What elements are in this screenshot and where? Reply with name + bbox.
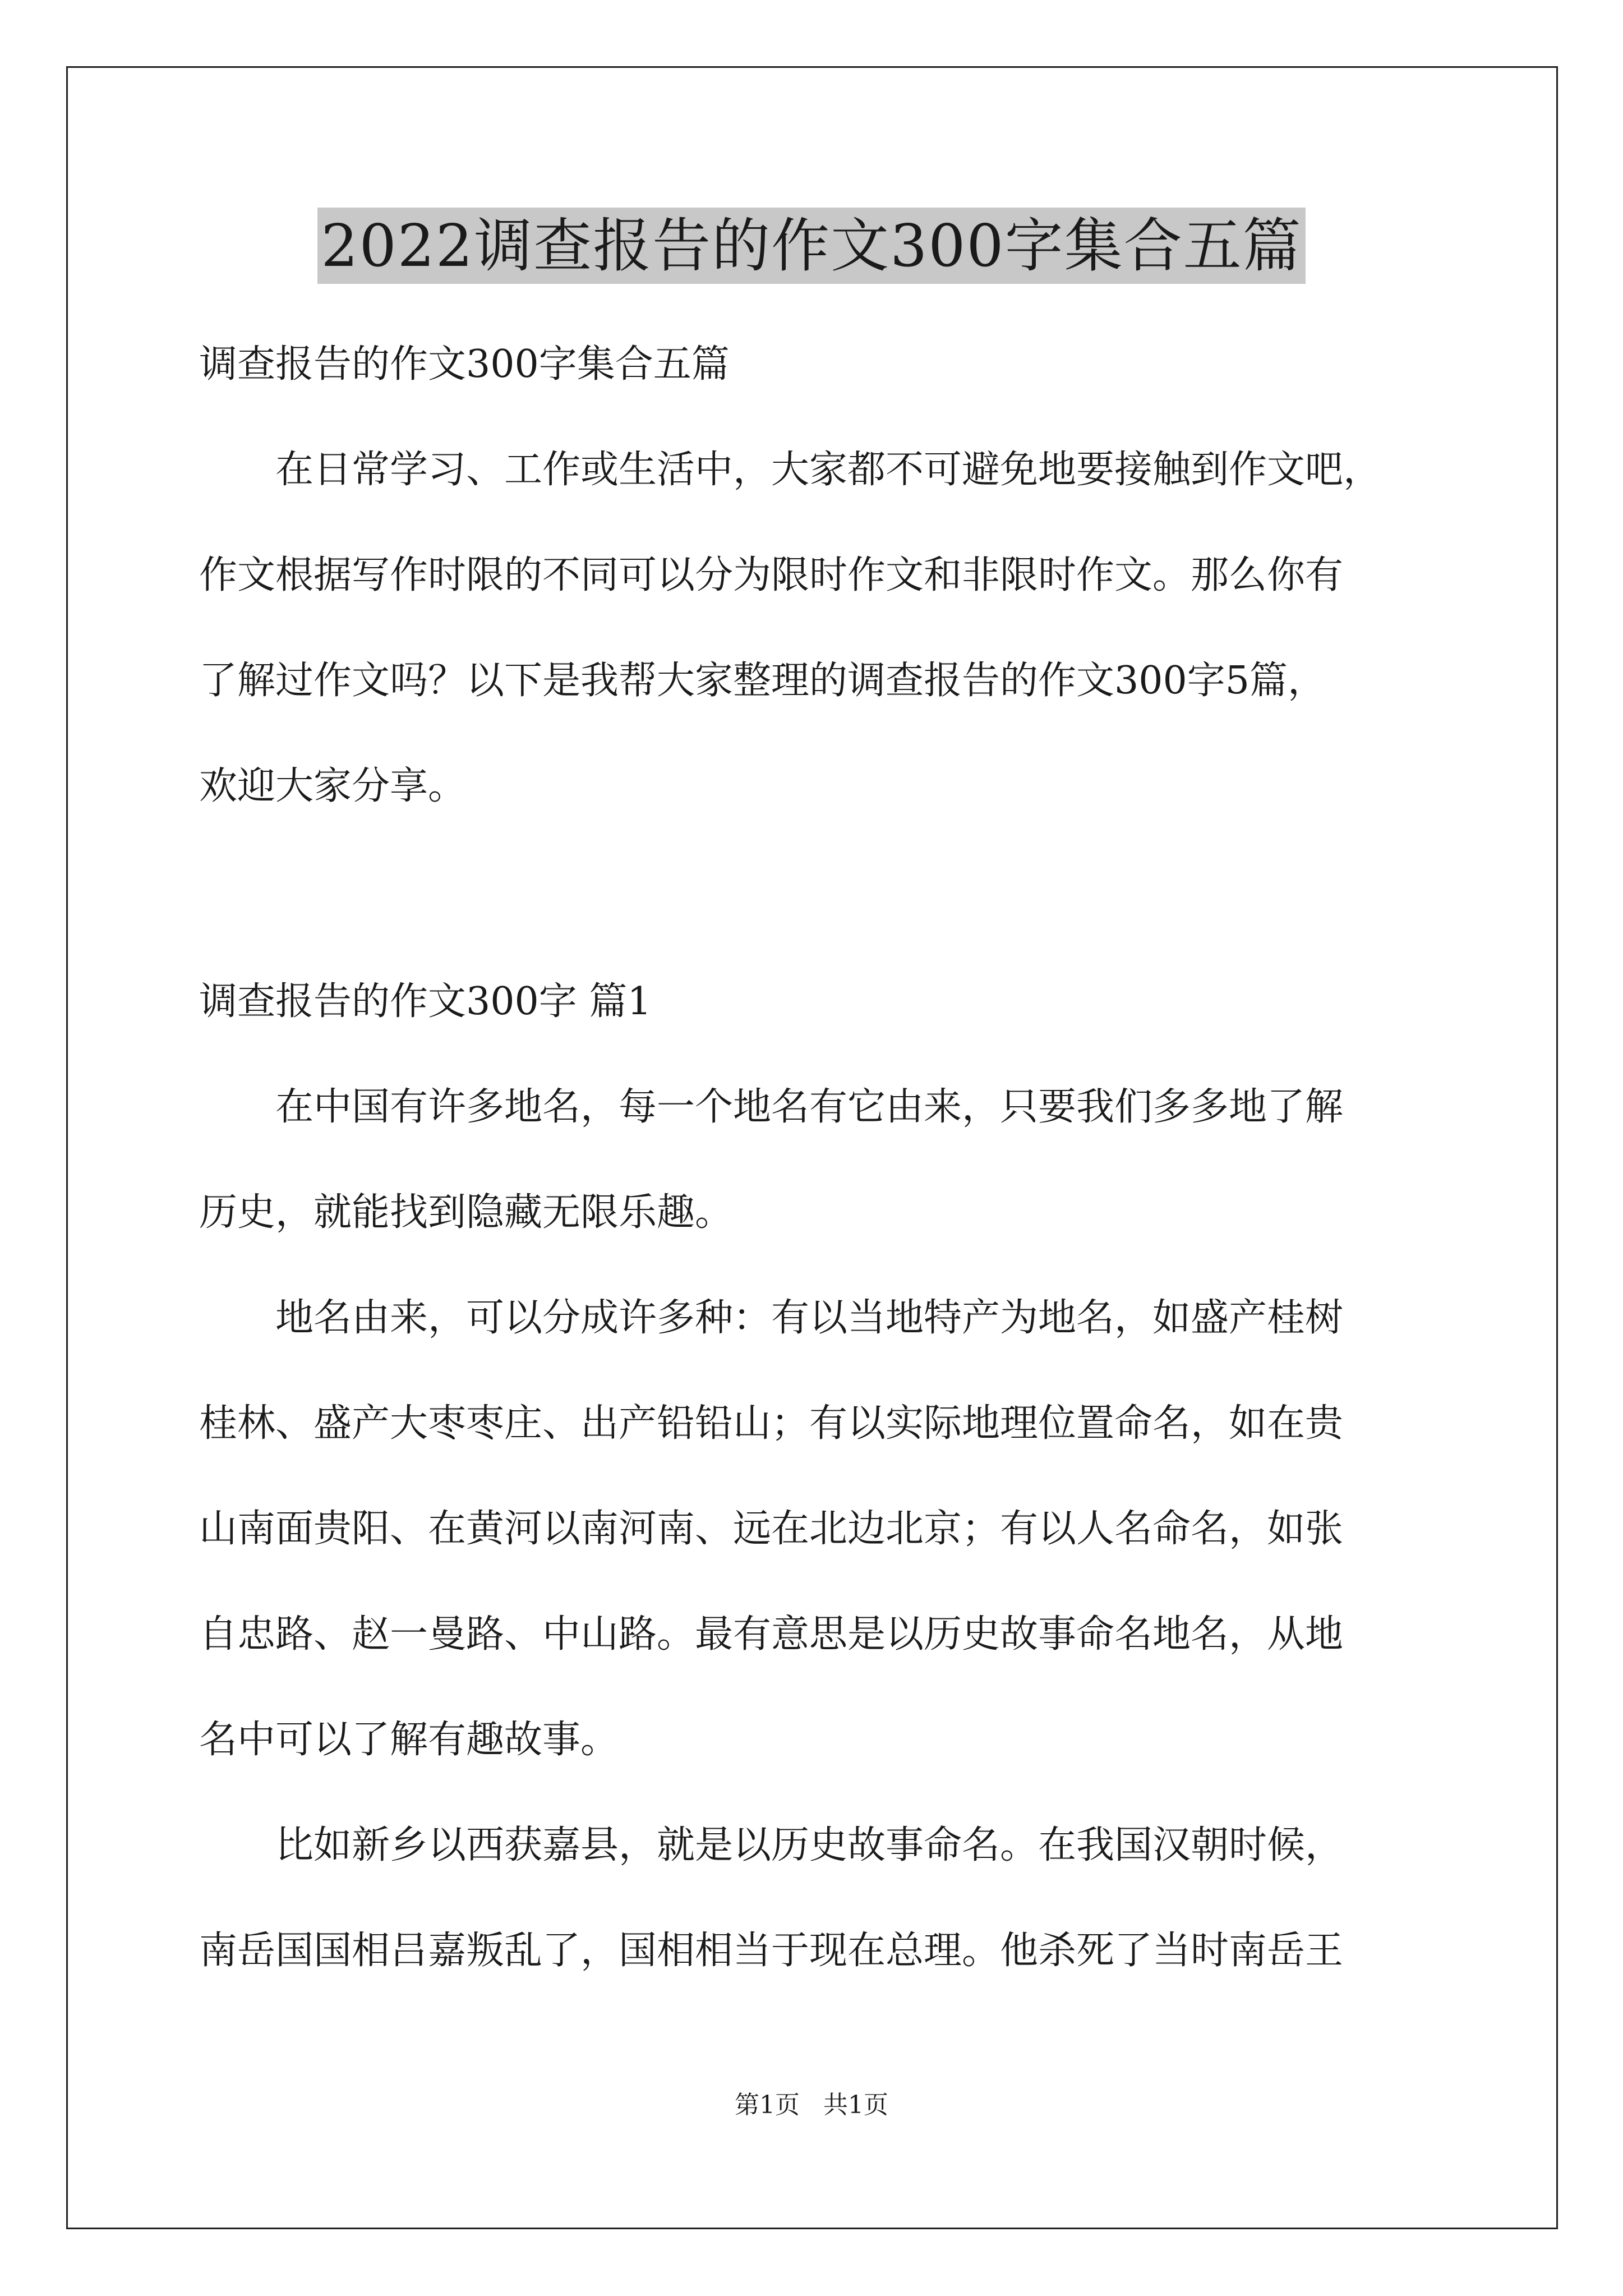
document-body [199,331,1433,2023]
body-line: 桂林、盛产大枣枣庄、出产铅铅山；有以实际地理位置命名，如在贵 [199,1401,1344,1446]
body-line: 比如新乡以西获嘉县，就是以历史故事命名。在我国汉朝时候， [199,1823,1344,1867]
body-line: 在中国有许多地名，每一个地名有它由来，只要我们多多地了解 [199,1085,1344,1129]
document-title: 2022调查报告的作文300字集合五篇 [317,208,1305,284]
intro-line: 了解过作文吗？以下是我帮大家整理的调查报告的作文300字5篇， [199,659,1326,703]
body-line: 自忠路、赵一曼路、中山路。最有意思是以历史故事命名地名，从地 [199,1612,1344,1657]
section-heading: 调查报告的作文300字 篇1 [199,979,652,1024]
body-line: 历史，就能找到隐藏无限乐趣。 [199,1190,734,1235]
body-line: 名中可以了解有趣故事。 [199,1718,619,1762]
intro-line: 作文根据写作时限的不同可以分为限时作文和非限时作文。那么你有 [199,553,1344,597]
section-gap [199,858,1433,968]
intro-line: 欢迎大家分享。 [199,764,467,808]
subtitle: 调查报告的作文300字集合五篇 [199,342,730,386]
intro-line: 在日常学习、工作或生活中，大家都不可避免地要接触到作文吧， [199,448,1382,492]
body-line: 地名由来，可以分成许多种：有以当地特产为地名，如盛产桂树 [199,1296,1344,1340]
title-container [0,208,1623,284]
body-line: 山南面贵阳、在黄河以南河南、远在北边北京；有以人名命名，如张 [199,1507,1344,1551]
body-line: 南岳国国相吕嘉叛乱了，国相相当于现在总理。他杀死了当时南岳王 [199,1929,1344,1973]
page-footer: 第1页 共1页 [735,2091,888,2119]
